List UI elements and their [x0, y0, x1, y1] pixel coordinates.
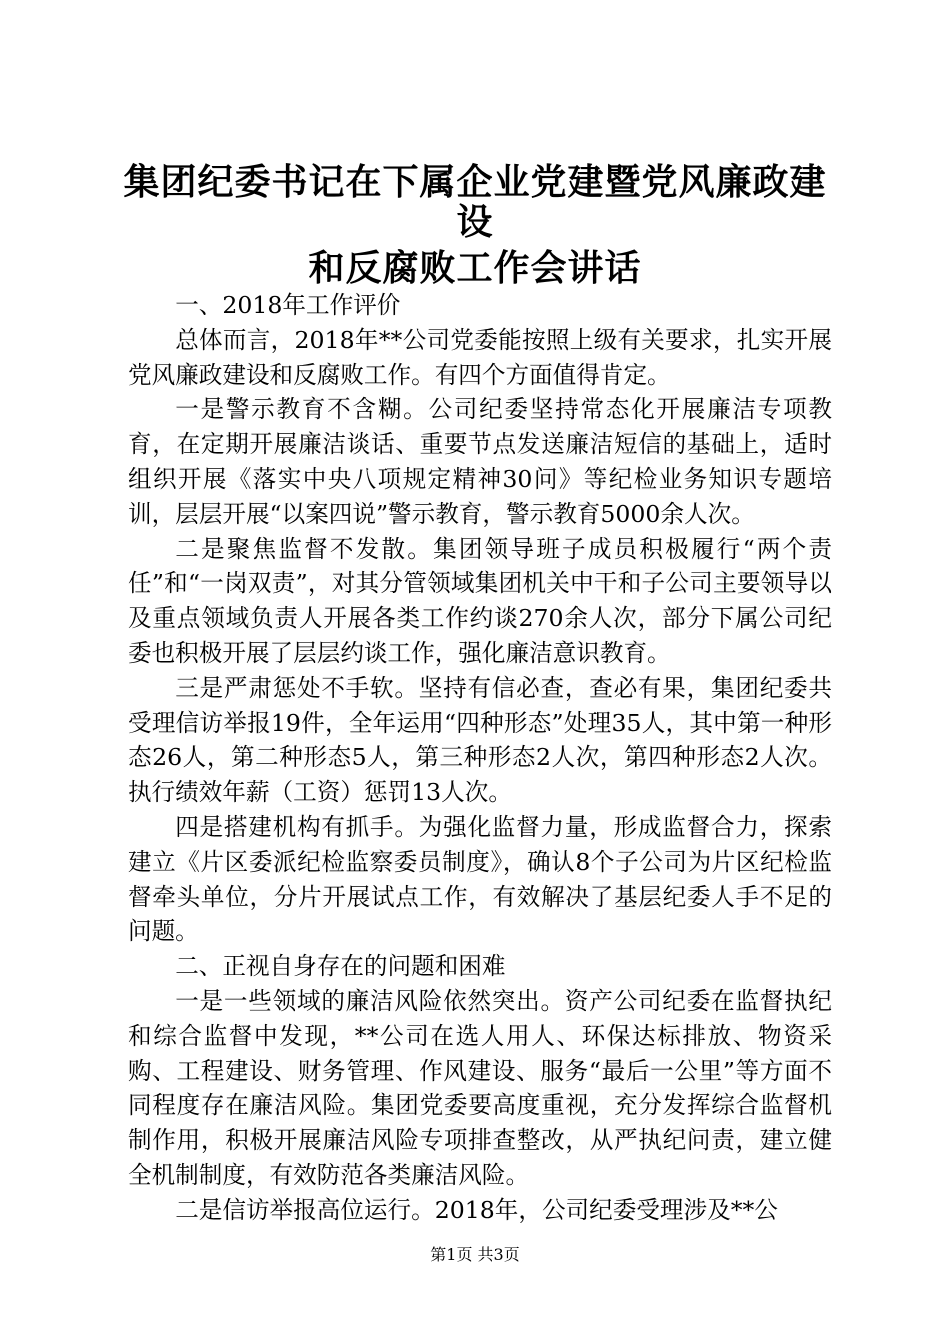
paragraph-point-3: 三是严肃惩处不手软。坚持有信必查，查必有果，集团纪委共受理信访举报19件，全年运用“四种形态”处理35人，其中第一种形态26人，第二种形态5人，第三种形态2人次，第四种形态2人次。执行绩效年薪（工资）惩罚13人次。 — [128, 673, 832, 807]
page-footer: 第1页 共3页 — [430, 1245, 520, 1264]
paragraph-point-4: 四是搭建机构有抓手。为强化监督力量，形成监督合力，探索建立《片区委派纪检监察委员制度》，确认8个子公司为片区纪检监督牵头单位，分片开展试点工作，有效解决了基层纪委人手不足的问题。 — [128, 812, 832, 946]
paragraph-problem-1: 一是一些领域的廉洁风险依然突出。资产公司纪委在监督执纪和综合监督中发现，**公司在选人用人、环保达标排放、物资采购、工程建设、财务管理、作风建设、服务“最后一公里”等方面不同程度存在廉洁风险。集团党委要高度重视，充分发挥综合监督机制作用，积极开展廉洁风险专项排查整改，从严执纪问责，建立健全机制制度，有效防范各类廉洁风险。 — [128, 986, 832, 1189]
paragraph-problem-2: 二是信访举报高位运行。2018年，公司纪委受理涉及**公 — [175, 1195, 778, 1224]
paragraph-summary: 总体而言，2018年**公司党委能按照上级有关要求，扎实开展党风廉政建设和反腐败工作。有四个方面值得肯定。 — [128, 325, 832, 389]
document-title-line-2: 和反腐败工作会讲话 — [308, 247, 642, 289]
section-heading-1: 一、2018年工作评价 — [175, 291, 401, 319]
document-title-line-1: 集团纪委书记在下属企业党建暨党风廉政建设 — [123, 161, 827, 243]
document-body — [128, 288, 832, 1228]
paragraph-point-2: 二是聚焦监督不发散。集团领导班子成员积极履行“两个责任”和“一岗双责”，对其分管领域集团机关中干和子公司主要领导以及重点领域负责人开展各类工作约谈270余人次，部分下属公司纪委也积极开展了层层约谈工作，强化廉洁意识教育。 — [128, 534, 832, 667]
paragraph-point-1: 一是警示教育不含糊。公司纪委坚持常态化开展廉洁专项教育，在定期开展廉洁谈话、重要节点发送廉洁短信的基础上，适时组织开展《落实中央八项规定精神30问》等纪检业务知识专题培训，层层开展“以案四说”警示教育，警示教育5000余人次。 — [128, 395, 832, 528]
section-heading-2: 二、正视自身存在的问题和困难 — [175, 952, 506, 981]
